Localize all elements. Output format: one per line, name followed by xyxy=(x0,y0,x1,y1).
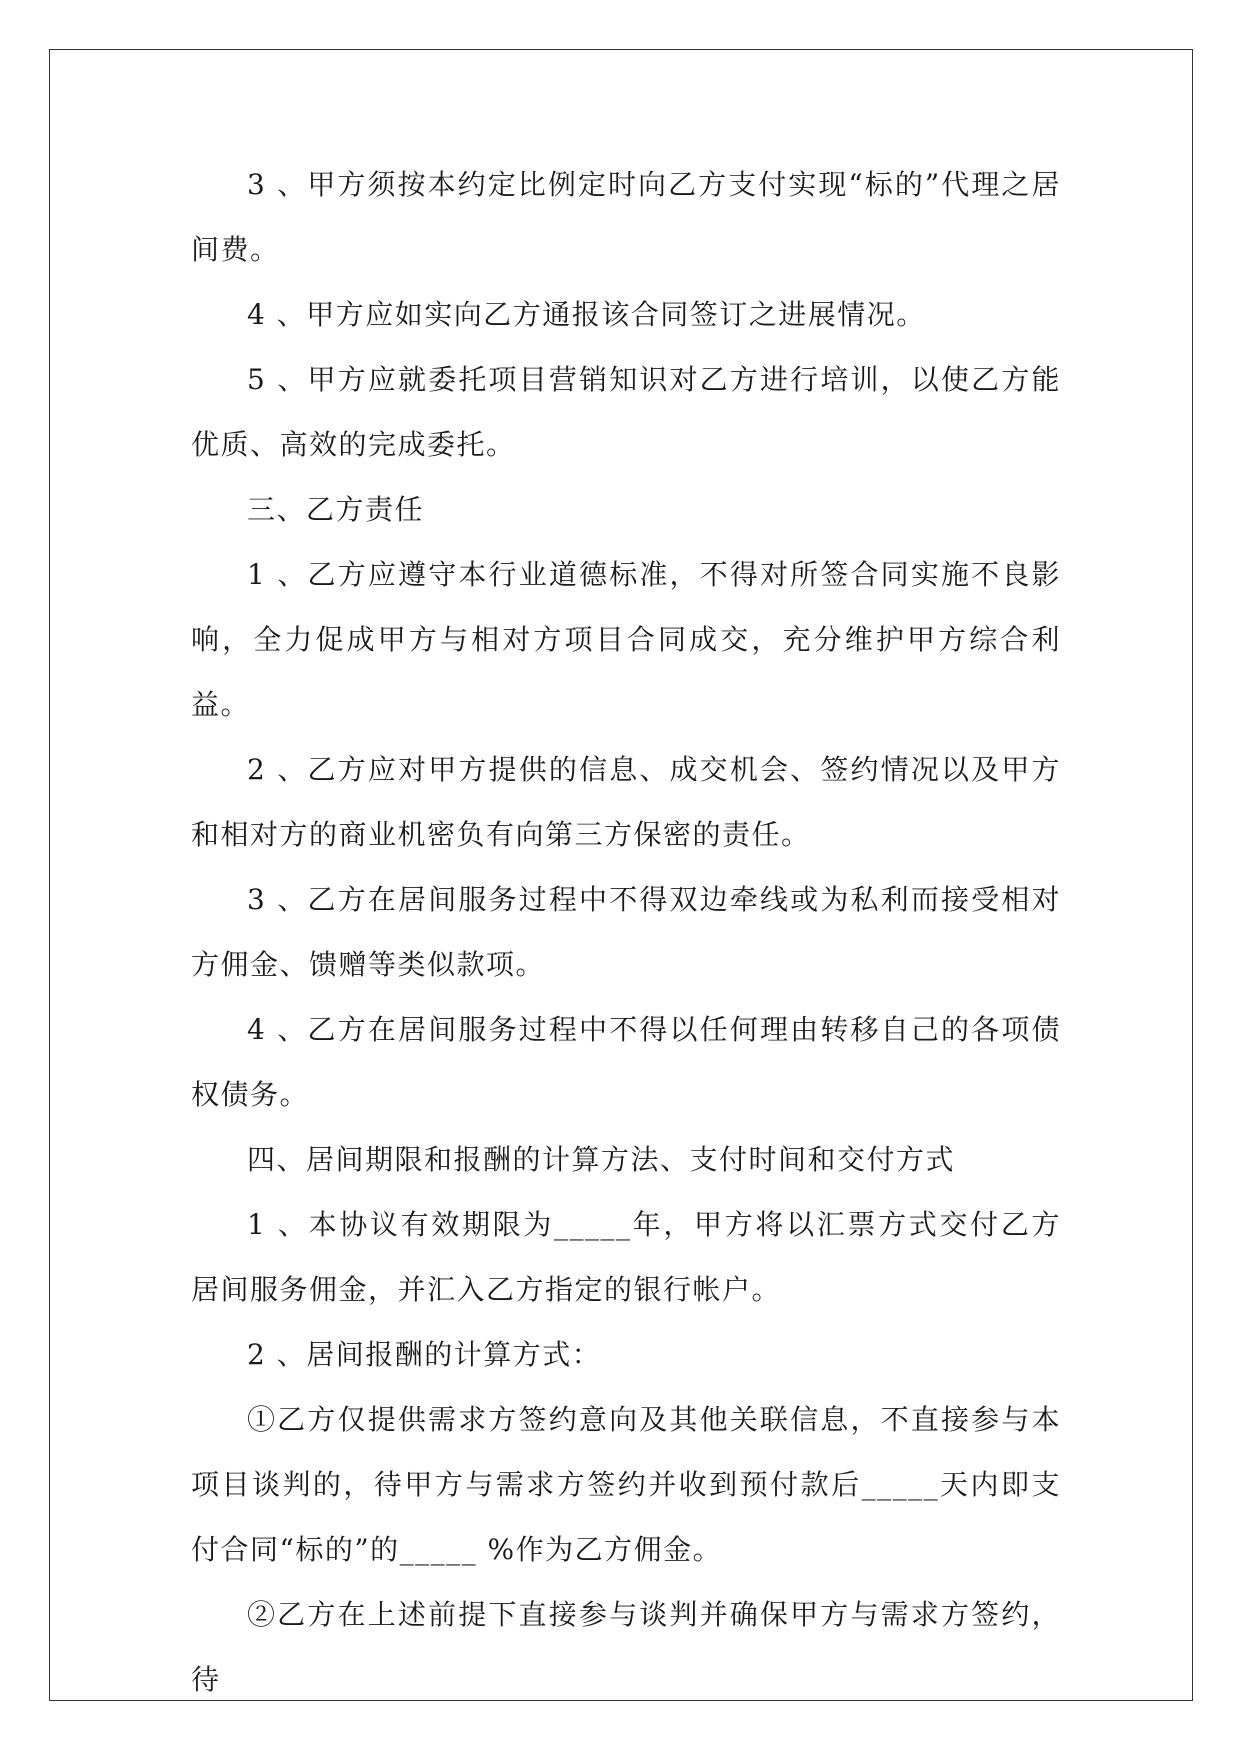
clause-party-a-4: 4 、甲方应如实向乙方通报该合同签订之进展情况。 xyxy=(247,298,926,331)
clause-party-a-3: 3 、甲方须按本约定比例定时向乙方支付实现“标的”代理之居间费。 xyxy=(191,168,1061,266)
clause-term-2-item-2: ②乙方在上述前提下直接参与谈判并确保甲方与需求方签约，待 xyxy=(191,1598,1061,1696)
document-body xyxy=(191,152,1061,1712)
clause-party-a-5: 5 、甲方应就委托项目营销知识对乙方进行培训，以使乙方能优质、高效的完成委托。 xyxy=(191,363,1061,461)
clause-term-2-item-1: ①乙方仅提供需求方签约意向及其他关联信息，不直接参与本项目谈判的，待甲方与需求方签约并收到预付款后_____天内即支付合同“标的”的_____ %作为乙方佣金。 xyxy=(191,1403,1061,1566)
section-heading-party-b-duties: 三、乙方责任 xyxy=(247,493,425,526)
clause-party-b-4: 4 、乙方在居间服务过程中不得以任何理由转移自己的各项债权债务。 xyxy=(191,1013,1061,1111)
clause-party-b-2: 2 、乙方应对甲方提供的信息、成交机会、签约情况以及甲方和相对方的商业机密负有向第三方保密的责任。 xyxy=(191,753,1061,851)
section-heading-term-and-payment: 四、居间期限和报酬的计算方法、支付时间和交付方式 xyxy=(247,1143,956,1176)
clause-term-2: 2 、居间报酬的计算方式： xyxy=(247,1338,602,1371)
clause-party-b-1: 1 、乙方应遵守本行业道德标准，不得对所签合同实施不良影响，全力促成甲方与相对方项目合同成交，充分维护甲方综合利益。 xyxy=(191,558,1061,721)
clause-term-1: 1 、本协议有效期限为_____年，甲方将以汇票方式交付乙方居间服务佣金，并汇入乙方指定的银行帐户。 xyxy=(191,1208,1061,1306)
clause-party-b-3: 3 、乙方在居间服务过程中不得双边牵线或为私利而接受相对方佣金、馈赠等类似款项。 xyxy=(191,883,1061,981)
